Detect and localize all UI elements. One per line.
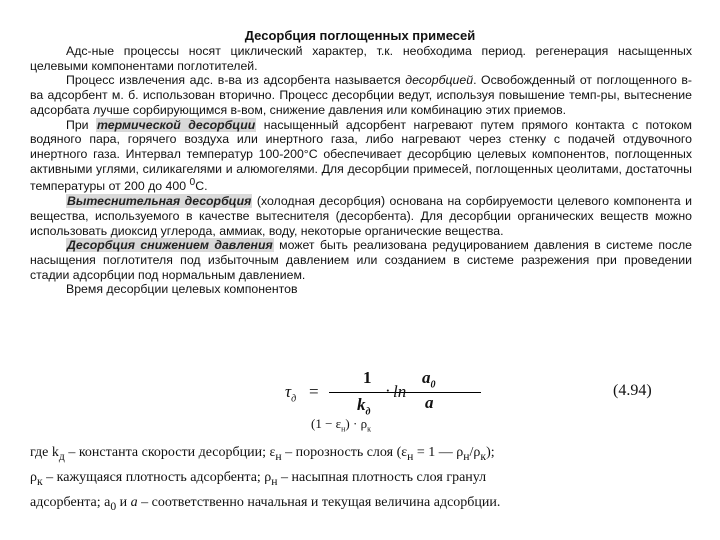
current-adsorption: a [425,393,434,412]
text: При [66,117,96,132]
text: a [130,494,138,510]
paragraph-cyclic: Адс-ные процессы носят циклический характер, т.к. необходима период. регенерация насыщенных целевыми компонентами поглотителей. [30,44,692,73]
sub: н [407,449,414,463]
denom-open: (1 − ε [311,416,342,431]
a0-sub: 0 [430,379,436,391]
sub: н [271,474,278,488]
sub: д [58,449,65,463]
sub: н [463,449,470,463]
text: = 1 — ρ [413,445,464,460]
sub: 0 [110,499,117,513]
text: – порозность слоя (ε [281,445,408,460]
sub: к [480,449,487,463]
desorption-time-formula [285,368,485,438]
paragraph-pressure [30,238,692,282]
paragraph-thermal [30,118,692,195]
term-desorption: десорбцией [405,73,474,88]
multiply-dot: · [385,381,391,400]
text: и [116,494,131,510]
text: может быть реализована редуцированием давления в системе после насыщения поглотителя под избыточным давлением или созданием в системе разрежения при проведении стадии адсорбции под нормальным давлением. [30,238,692,282]
text: (холодная десорбция) основана на сорбируемости целевого компонента и вещества, используемого в качестве вытеснителя (десорбента). Для десорбции органических веществ можно использовать диоксид углерода, аммиак, воду, некоторые органические вещества. [30,194,692,238]
denom-sub: н [341,424,346,434]
text: ); [486,445,495,460]
denom-mid: ) · ρ [345,416,368,431]
a0-symbol: a [422,368,431,387]
formula-lhs [285,382,296,404]
rate-constant [357,395,370,417]
term-pressure-desorption: Десорбция снижением давления [67,238,273,253]
degree-sup: 0 [189,177,196,189]
text: – насыпная плотность слоя гранул [277,469,487,485]
body-text [30,44,692,297]
numerator-one: 1 [363,368,372,387]
text: – кажущаяся плотность адсорбента; ρ [42,469,272,485]
text: . Освобожденный от поглощенного в-ва адсорбент м. б. использован вторично. Процесс десорбции ведут, используя повышение темп-ры, вытеснение адсорбата лучше сорбирующимся в-вом, снижение давления или комбинацию этих приемов. [30,73,692,117]
equation-number: (4.94) [613,382,652,399]
text: Процесс извлечения адс. в-ва из адсорбента называется [66,73,406,88]
term-displacement-desorption: Вытеснительная десорбция [67,194,252,209]
term-thermal-desorption: термической десорбции [96,117,256,132]
paragraph-time: Время десорбции целевых компонентов [66,282,298,297]
sub: н [275,449,282,463]
variable-definitions [30,442,700,516]
text: где k [30,445,59,460]
sub: к [37,474,43,488]
paragraph-desorption-definition [30,73,692,117]
text: насыщенный адсорбент нагревают путем прямого контакта с потоком водяного пара, горячего воздуха или инертного газа, либо нагревают через стенку с подачей отдувочного инертного газа. Интервал температур 100-200°С обеспечивает десорбцию целевых компонентов, поглощенных активными углями, силикагелями и алюмогелями. Для десорбции примесей, поглощенных цеолитами, достаточны температуры от 200 до 400 [30,117,693,194]
text: /ρ [469,445,481,460]
page-title: Десорбция поглощенных примесей [244,28,476,43]
equals-sign: = [309,382,319,401]
text: С. [195,179,208,194]
initial-adsorption [422,368,436,390]
tau-symbol: τ [285,382,292,401]
ln-operator: ln [393,382,407,401]
definition-line-3 [30,492,700,517]
k-symbol: k [357,395,366,414]
k-sub: д [365,406,371,418]
tau-sub: д [291,393,297,405]
text: ρ [30,469,37,485]
denom-sub2: к [367,424,371,434]
text: – соответственно начальная и текущая величина адсорбции. [137,494,501,510]
text: – константа скорости десорбции; ε [64,445,276,460]
paragraph-displacement [30,194,692,238]
definition-line-1 [30,442,700,467]
formula-denominator [311,416,371,434]
definition-line-2 [30,467,700,492]
text: адсорбента; a [30,494,111,510]
